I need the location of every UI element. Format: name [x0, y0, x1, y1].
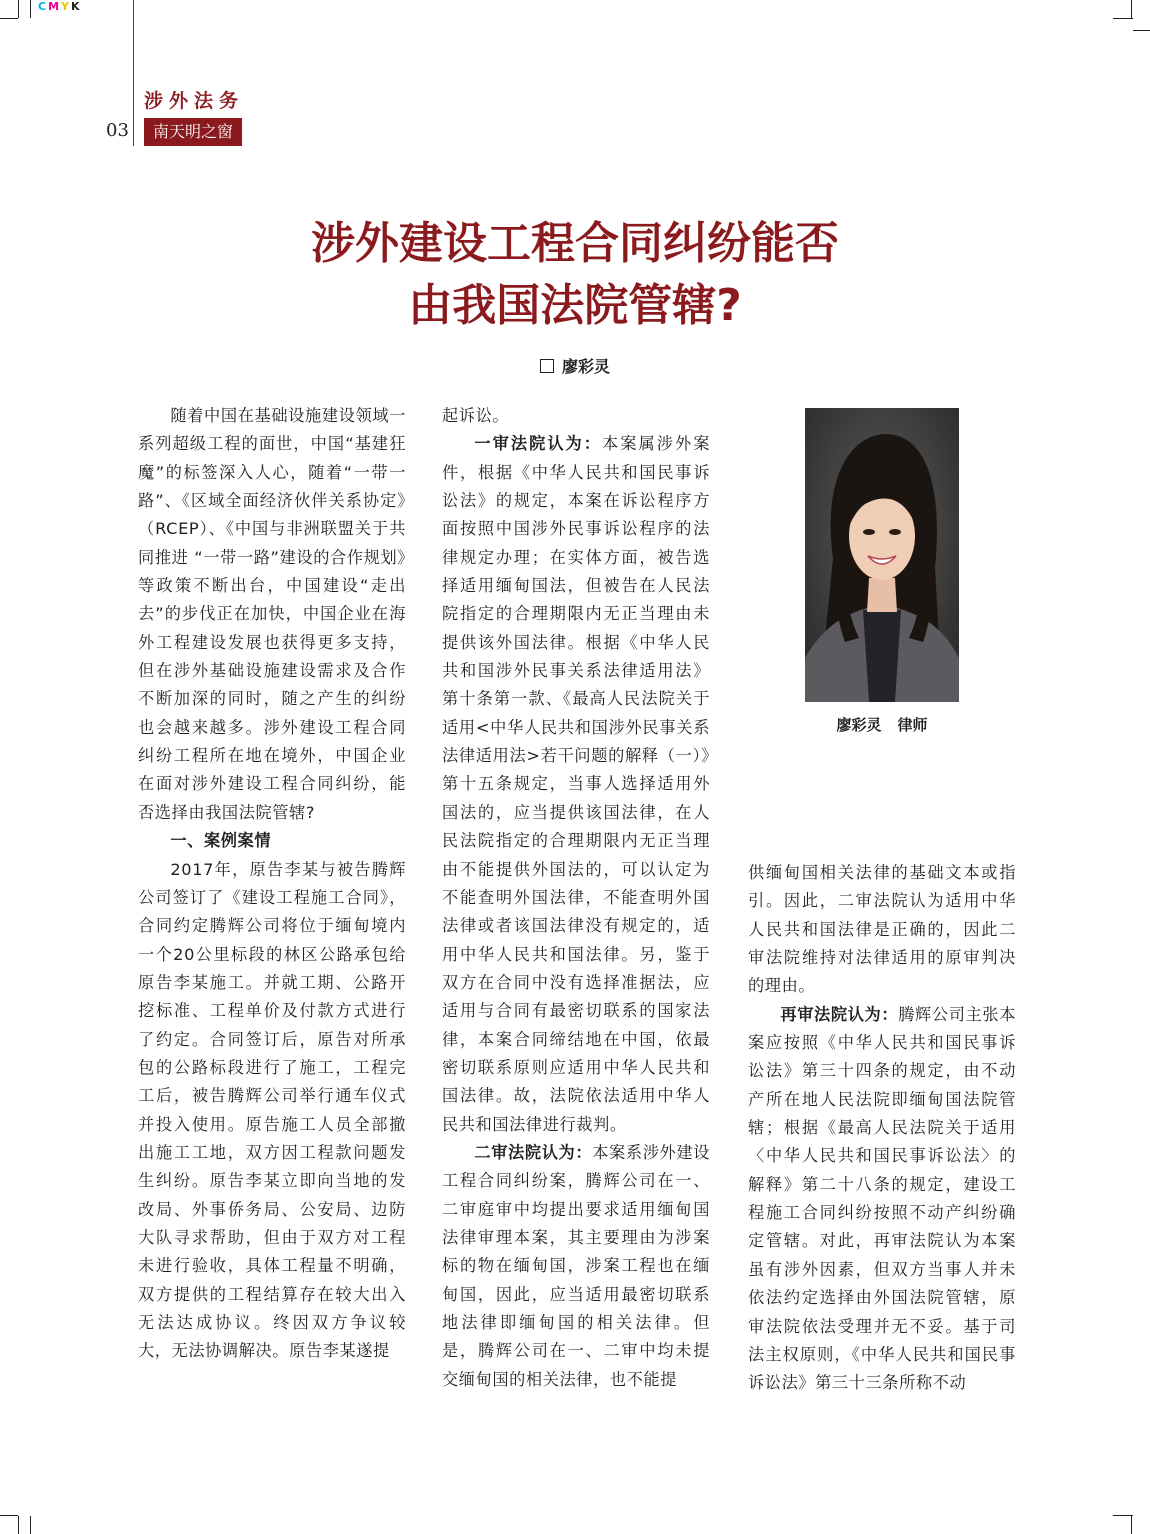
column-tag: 南天明之窗 — [144, 118, 242, 146]
article-title-line2: 由我国法院管辖? — [408, 280, 742, 331]
crop-mark — [1131, 0, 1132, 18]
paragraph-body: 本案属涉外案件，根据《中华人民共和国民事诉讼法》的规定，本案在诉讼程序方面按照中国涉外民事诉讼程序的法律规定办理；在实体方面，被告选择适用缅甸国法，但被告在人民法院指定的合理期限内无正当理由未提供该外国法律。根据《中华人民共和国涉外民事关系法律适用法》第十条第一款、《最高人民法院关于适用<中华人民共和国涉外民事关系法律适用法>若干问题的解释（一）》第十五条规定，当事人选择适用外国法的，应当提供该国法律，在人民法院指定的合理期限内无正当理由不能提供外国法的，可以认定为不能查明外国法律，不能查明外国法律或者该国法律没有规定的，适用中华人民共和国法律。另，鉴于双方在合同中没有选择准据法，应适用与合同有最密切联系的国家法律，本案合同缔结地在中国，依最密切联系原则应适用中华人民共和国法律。故，法院依法适用中华人民共和国法律进行裁判。 — [442, 434, 710, 1134]
paragraph-lead: 一审法院认为： — [474, 434, 603, 454]
crop-mark — [1113, 18, 1133, 19]
crop-mark — [1113, 1515, 1133, 1516]
article-column-2 — [442, 402, 710, 1394]
article-column-3 — [748, 859, 1016, 1398]
cmyk-m: M — [48, 0, 62, 13]
caption-title: 律师 — [897, 716, 928, 734]
crop-mark — [0, 18, 18, 19]
cmyk-k: K — [71, 0, 82, 13]
crop-mark — [1131, 1516, 1132, 1534]
caption-name: 廖彩灵 — [836, 716, 882, 734]
crop-mark — [30, 0, 31, 18]
crop-mark — [1133, 30, 1150, 31]
author-photo — [805, 408, 959, 702]
cmyk-y: Y — [61, 0, 71, 13]
paragraph — [442, 1139, 710, 1394]
crop-mark — [18, 1516, 19, 1534]
article-column-1 — [138, 402, 406, 1366]
crop-mark — [18, 0, 19, 18]
paragraph-body: 腾辉公司主张本案应按照《中华人民共和国民事诉讼法》第三十四条的规定，由不动产所在地人民法院即缅甸国法院管辖；根据《最高人民法院关于适用〈中华人民共和国民事诉讼法〉的解释》第二十八条的规定，建设工程施工合同纠纷按照不动产纠纷确定管辖。对此，再审法院认为本案虽有涉外因素，但双方当事人并未依法约定选择由外国法院管辖，原审法院依法受理并无不妥。基于司法主权原则，《中华人民共和国民事诉讼法》第三十三条所称不动 — [748, 1004, 1016, 1393]
crop-mark — [30, 1516, 31, 1534]
cmyk-color-bar — [38, 0, 82, 13]
author-byline — [0, 354, 1150, 377]
photo-caption — [805, 714, 959, 735]
paragraph: 起诉讼。 — [442, 406, 510, 425]
paragraph-lead: 二审法院认为： — [474, 1142, 593, 1162]
author-name: 廖彩灵 — [561, 357, 610, 376]
paragraph: 供缅甸国相关法律的基础文本或指引。因此，二审法院认为适用中华人民共和国法律是正确的，因此二审法院维持对法律适用的原审判决的理由。 — [748, 863, 1016, 996]
paragraph: 随着中国在基础设施建设领域一系列超级工程的面世，中国“基建狂魔”的标签深入人心，随着“一带一路”、《区域全面经济伙伴关系协定》（RCEP）、《中国与非洲联盟关于共同推进 “一带一路”建设的合作规划》等政策不断出台，中国建设“走出去”的步伐正在加快，中国企业在海外工程建设发展也获得更多支持，但在涉外基础设施建设需求及合作不断加深的同时，随之产生的纠纷也会越来越多。涉外建设工程合同纠纷工程所在地在境外，中国企业在面对涉外建设工程合同纠纷，能否选择由我国法院管辖? — [138, 406, 406, 822]
section-label: 涉外法务 — [144, 90, 245, 112]
paragraph — [442, 430, 710, 1139]
article-title-line1: 涉外建设工程合同纠纷能否 — [311, 218, 839, 269]
paragraph — [748, 1001, 1016, 1398]
cmyk-c: C — [38, 0, 49, 13]
page-number: 03 — [106, 120, 129, 141]
crop-mark — [0, 1515, 18, 1516]
paragraph-lead: 再审法院认为： — [780, 1004, 899, 1024]
paragraph: 2017年，原告李某与被告腾辉公司签订了《建设工程施工合同》，合同约定腾辉公司将位于缅甸境内一个20公里标段的林区公路承包给原告李某施工。并就工期、公路开挖标准、工程单价及付款方式进行了约定。合同签订后，原告对所承包的公路标段进行了施工，工程完工后，被告腾辉公司举行通车仪式并投入使用。原告施工人员全部撤出施工工地，双方因工程款问题发生纠纷。原告李某立即向当地的发改局、外事侨务局、公安局、边防大队寻求帮助，但由于双方对工程未进行验收，具体工程量不明确，双方提供的工程结算存在较大出入无法达成协议。终因双方争议较大，无法协调解决。原告李某遂提 — [138, 859, 406, 1361]
portrait-illustration — [805, 408, 959, 702]
header-divider-line — [133, 0, 134, 146]
byline-box-icon — [540, 359, 554, 373]
section-heading: 一、案例案情 — [170, 831, 272, 851]
paragraph-body: 本案系涉外建设工程合同纠纷案，腾辉公司在一、二审庭审中均提出要求适用缅甸国法律审理本案，其主要理由为涉案标的物在缅甸国，涉案工程也在缅甸国，因此，应当适用最密切联系地法律即缅甸国的相关法律。但是，腾辉公司在一、二审中均未提交缅甸国的相关法律，也不能提 — [442, 1142, 710, 1389]
